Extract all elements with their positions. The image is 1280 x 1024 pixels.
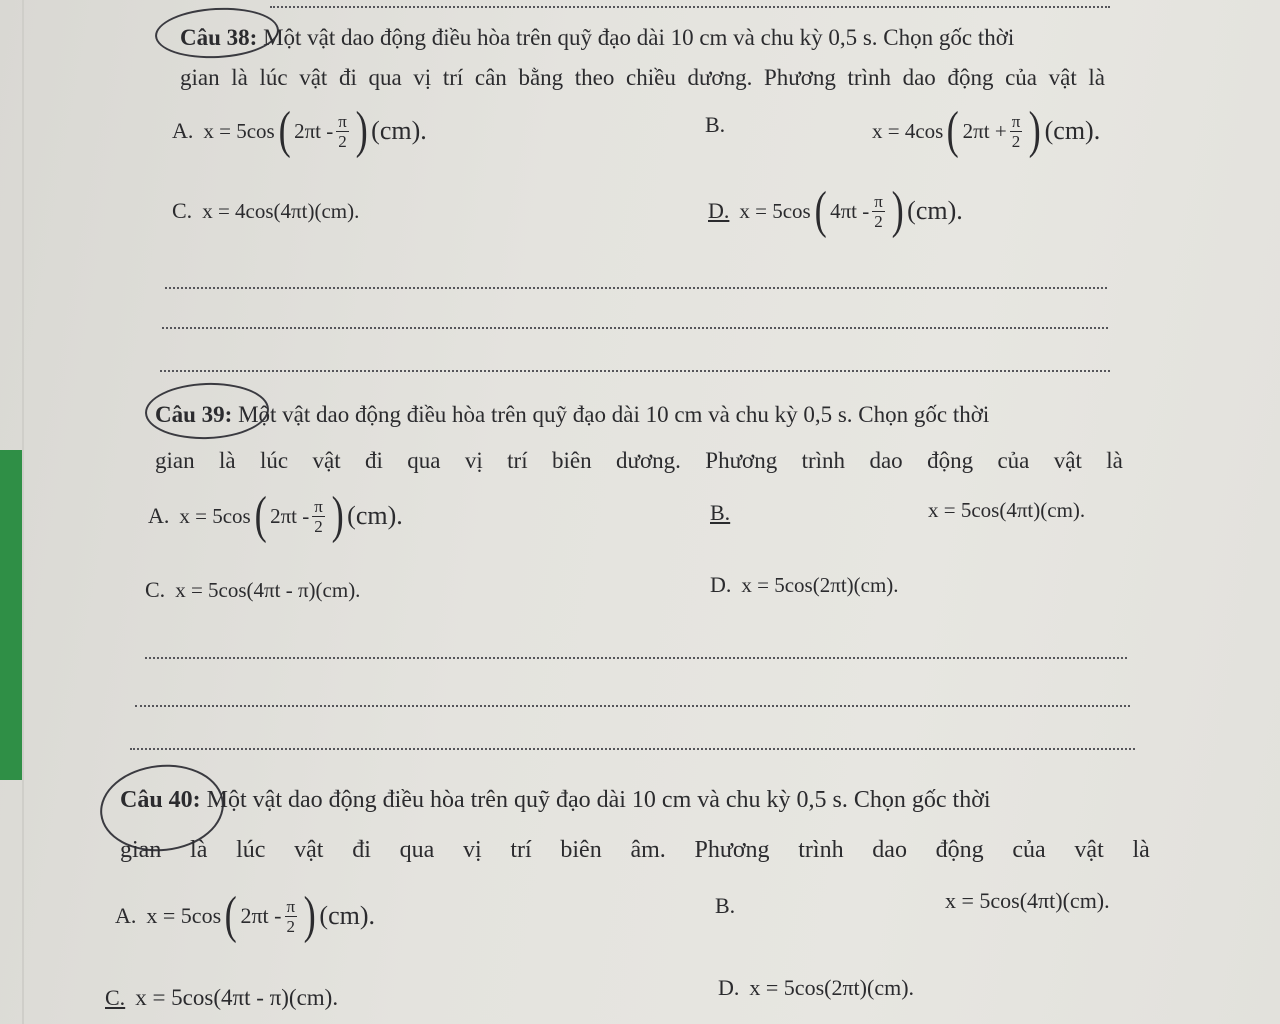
question-word: Phương — [763, 65, 836, 90]
question-word: của — [1005, 65, 1037, 90]
question-word: động — [947, 65, 994, 90]
option-label: D. — [708, 198, 730, 223]
option-a[interactable] — [148, 487, 403, 544]
green-background-edge — [0, 450, 22, 780]
question-word: dương. — [616, 448, 681, 473]
formula: x = 5cos ( 2πt - $\frac{\pi}{2}$ ) (cm). — [179, 487, 403, 544]
question-word: đi — [365, 448, 383, 473]
question-label: Câu 39: — [155, 402, 233, 427]
option-label: B. — [705, 112, 726, 137]
question-word: biên — [552, 448, 592, 473]
question-label: Câu 38: — [180, 25, 258, 50]
formula: x = 5cos(4πt)(cm). — [928, 498, 1086, 522]
question-word: gian — [120, 837, 162, 863]
formula: x = 5cos(4πt)(cm). — [945, 888, 1110, 913]
option-b-label-wrap[interactable] — [710, 500, 740, 526]
question-word: là — [1106, 448, 1123, 473]
option-label: B. — [710, 500, 731, 525]
question-word: vị — [464, 448, 483, 473]
question-word: của — [997, 448, 1030, 473]
question-38 — [180, 18, 1105, 98]
question-word: lúc — [236, 837, 266, 863]
question-word: biên — [560, 837, 602, 863]
question-word: vật — [1053, 448, 1082, 473]
dotted-answer-line — [145, 657, 1127, 659]
option-label: C. — [145, 577, 166, 602]
question-word: gian — [155, 448, 195, 473]
question-word: dương. — [687, 65, 753, 90]
question-word: dao — [869, 448, 903, 473]
question-word: trí — [442, 65, 464, 90]
question-word: trình — [801, 448, 846, 473]
formula: x = 4cos ( 2πt + $\frac{\pi}{2}$ ) (cm). — [872, 102, 1101, 159]
page-edge — [22, 0, 24, 1024]
question-word: vật — [1048, 65, 1077, 90]
question-word: trí — [510, 837, 532, 863]
dotted-answer-line — [130, 748, 1135, 750]
formula: x = 5cos(4πt - π)(cm). — [175, 577, 361, 602]
question-label: Câu 40: — [120, 787, 201, 813]
formula: x = 5cos ( 2πt - $\frac{\pi}{2}$ ) (cm). — [203, 102, 427, 159]
option-d[interactable] — [710, 572, 899, 598]
option-d[interactable] — [718, 975, 914, 1001]
question-text-line2 — [155, 438, 1123, 484]
option-c[interactable] — [145, 577, 360, 603]
question-word: qua — [399, 837, 435, 863]
question-word: Phương — [705, 448, 778, 473]
question-word: vật — [299, 65, 328, 90]
dotted-answer-line — [165, 287, 1107, 289]
question-word: bằng — [518, 65, 564, 90]
question-word: gian — [180, 65, 220, 90]
question-word: là — [231, 65, 248, 90]
question-word: lúc — [260, 448, 289, 473]
question-word: động — [935, 837, 984, 863]
question-word: âm. — [630, 837, 666, 863]
option-label: A. — [148, 503, 170, 528]
formula: x = 4cos(4πt)(cm). — [202, 198, 360, 223]
question-text-line2 — [180, 58, 1105, 98]
option-b[interactable] — [928, 498, 1085, 523]
question-word: đi — [338, 65, 357, 90]
option-label: D. — [718, 975, 740, 1000]
formula: x = 5cos(2πt)(cm). — [741, 572, 899, 597]
question-word: dao — [872, 837, 907, 863]
option-d[interactable] — [708, 182, 963, 239]
formula: x = 5cos ( 2πt - $\frac{\pi}{2}$ ) (cm). — [146, 887, 376, 944]
dotted-answer-line — [162, 327, 1108, 329]
question-word: qua — [407, 448, 441, 473]
option-label: C. — [172, 198, 193, 223]
dotted-answer-line — [135, 705, 1130, 707]
option-b-label-wrap[interactable] — [715, 893, 745, 919]
question-word: là — [219, 448, 236, 473]
question-text-line2 — [120, 825, 1150, 875]
question-word: qua — [368, 65, 402, 90]
question-word: trình — [798, 837, 844, 863]
option-a[interactable] — [115, 887, 376, 944]
question-word: là — [190, 837, 208, 863]
question-text-line1: Một vật dao động điều hòa trên quỹ đạo dài 10 cm và chu kỳ 0,5 s. Chọn gốc thời — [206, 787, 991, 813]
question-word: của — [1012, 837, 1046, 863]
question-word: vị — [413, 65, 432, 90]
question-word: vật — [1074, 837, 1104, 863]
question-word: vật — [312, 448, 341, 473]
question-39 — [155, 392, 1123, 484]
option-c[interactable] — [105, 985, 338, 1011]
formula: x = 5cos(4πt - π)(cm). — [135, 985, 339, 1010]
question-word: là — [1132, 837, 1150, 863]
option-b[interactable] — [872, 102, 1101, 159]
question-word: cân — [474, 65, 507, 90]
option-b[interactable] — [945, 888, 1110, 914]
question-word: Phương — [694, 837, 770, 863]
question-word: theo — [574, 65, 615, 90]
question-word: vật — [294, 837, 324, 863]
question-text-line1: Một vật dao động điều hòa trên quỹ đạo dài 10 cm và chu kỳ 0,5 s. Chọn gốc thời — [263, 25, 1015, 50]
option-label: D. — [710, 572, 732, 597]
question-word: dao — [902, 65, 936, 90]
question-word: lúc — [259, 65, 288, 90]
question-word: trình — [847, 65, 891, 90]
option-label: B. — [715, 893, 736, 918]
question-word: đi — [352, 837, 371, 863]
option-a[interactable] — [172, 102, 427, 159]
dotted-answer-line — [270, 6, 1110, 8]
formula: x = 5cos(2πt)(cm). — [749, 975, 915, 1000]
option-label: A. — [172, 118, 194, 143]
option-label: C. — [105, 985, 126, 1010]
question-word: trí — [507, 448, 528, 473]
question-word: động — [927, 448, 974, 473]
option-label: A. — [115, 903, 137, 928]
formula: x = 5cos ( 4πt - $\frac{\pi}{2}$ ) (cm). — [739, 182, 963, 239]
question-text-line1: Một vật dao động điều hòa trên quỹ đạo dài 10 cm và chu kỳ 0,5 s. Chọn gốc thời — [238, 402, 990, 427]
dotted-answer-line — [160, 370, 1110, 372]
option-c[interactable] — [172, 198, 359, 224]
question-word: chiều — [626, 65, 676, 90]
question-word: là — [1088, 65, 1105, 90]
question-word: vị — [462, 837, 482, 863]
option-b-label-wrap[interactable] — [705, 112, 735, 138]
question-40 — [120, 775, 1150, 875]
